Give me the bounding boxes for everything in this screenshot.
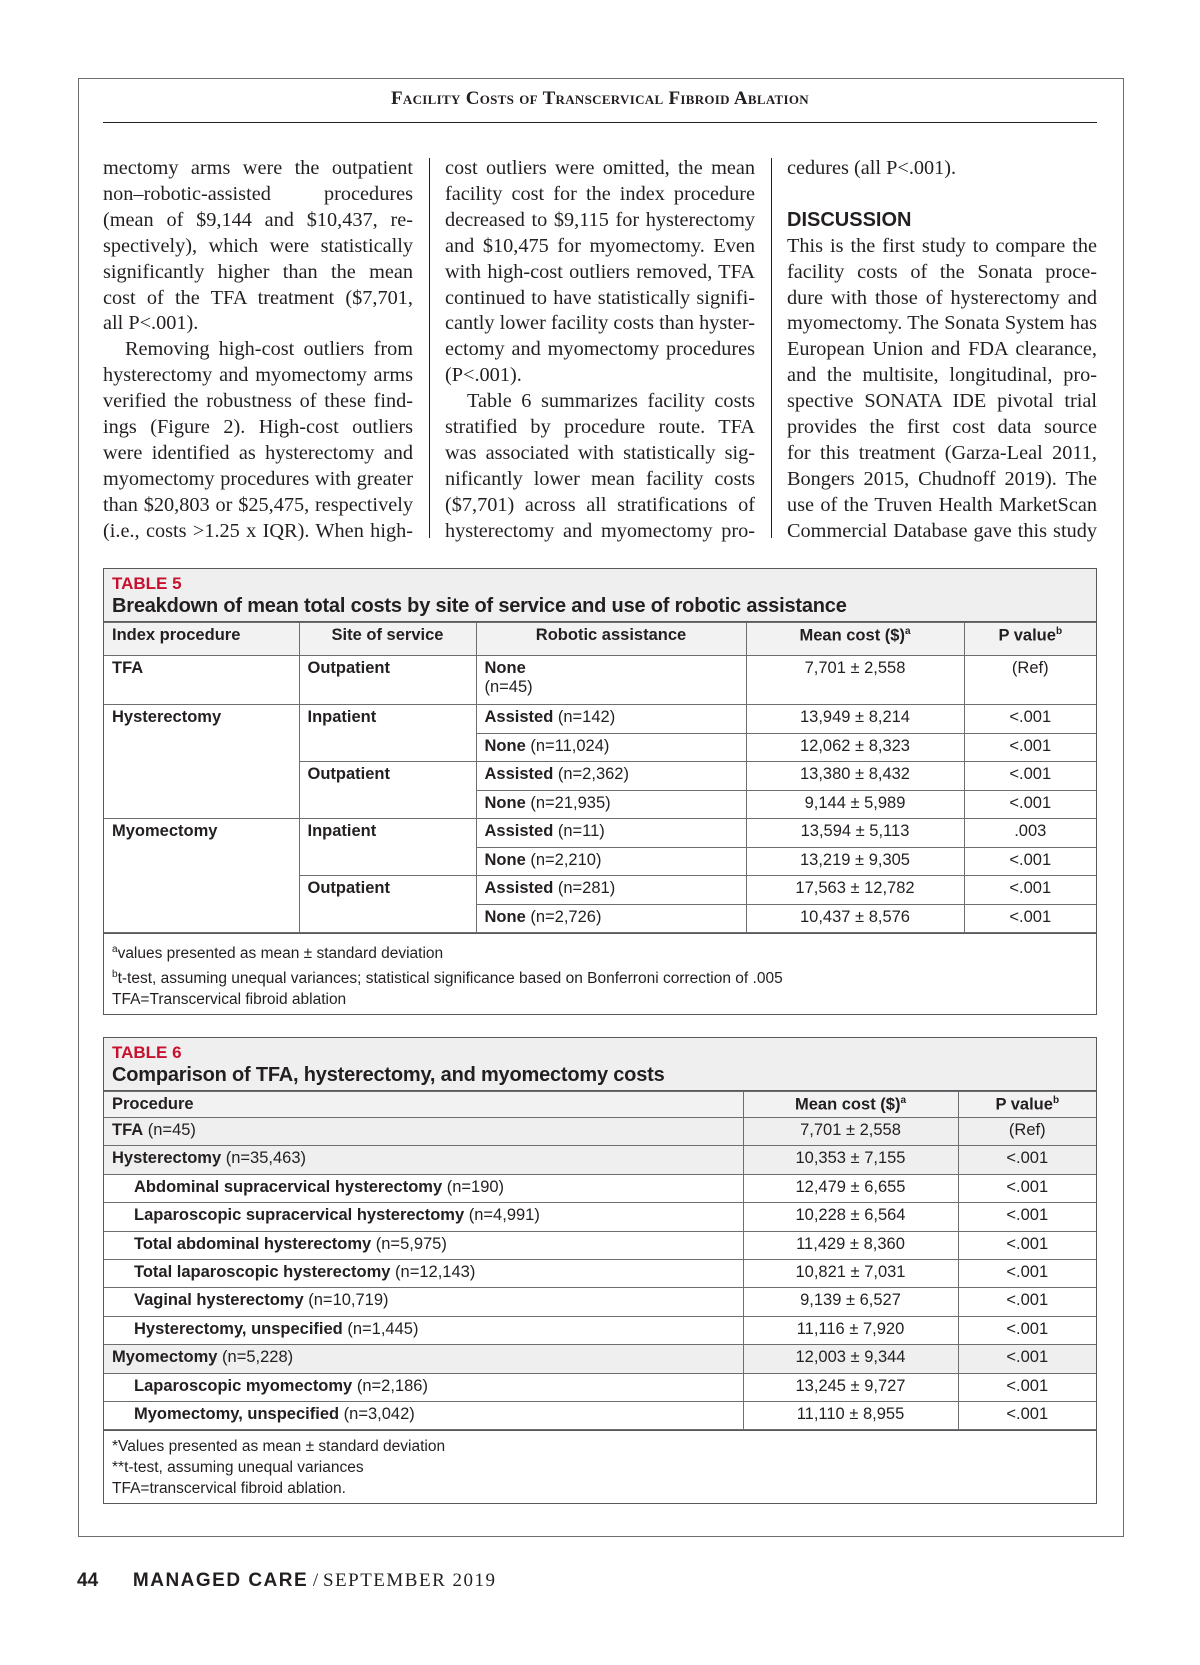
footnote-marker: a	[900, 1095, 906, 1106]
mean-cost-cell: 13,245 ± 9,727	[743, 1373, 958, 1401]
table-row	[104, 1373, 1096, 1401]
p-value-cell: (Ref)	[958, 1118, 1096, 1146]
text-line: dure with those of hysterectomy and	[787, 286, 1097, 309]
text-line: were identified as hysterectomy and	[103, 441, 413, 464]
text-column-3	[787, 156, 1097, 545]
p-value-cell: <.001	[958, 1203, 1096, 1231]
procedure-cell	[104, 1316, 743, 1344]
text-line: cedures (all P<.001).	[787, 157, 957, 179]
mean-cost-cell: 13,949 ± 8,214	[746, 705, 964, 734]
p-value-cell: <.001	[964, 847, 1096, 876]
column-divider	[771, 158, 772, 538]
text-line: cost of the TFA treatment ($7,701,	[103, 286, 413, 309]
mean-cost-cell: 13,594 ± 5,113	[746, 819, 964, 848]
text-line: facility cost for the index procedure	[445, 182, 755, 205]
header-row	[104, 1092, 1096, 1118]
robotic-assistance-cell	[476, 847, 746, 876]
footnote-text: t-test, assuming unequal variances; statistical significance based on Bonferroni correction of .005	[117, 970, 783, 988]
table-footnotes	[104, 933, 1096, 1014]
procedure-cell	[104, 1288, 743, 1316]
sample-size: (n=2,726)	[530, 907, 602, 926]
p-value-cell: <.001	[964, 790, 1096, 819]
table-row	[104, 819, 1096, 848]
mean-cost-cell: 10,353 ± 7,155	[743, 1146, 958, 1174]
sample-size: (n=45)	[484, 678, 533, 696]
footnote-marker: b	[112, 969, 118, 981]
issue-date: SEPTEMBER 2019	[322, 1570, 497, 1591]
mean-cost-cell: 17,563 ± 12,782	[746, 876, 964, 905]
robotic-status: Assisted	[484, 765, 554, 783]
footnote-marker: a	[112, 944, 118, 955]
mean-cost-cell: 12,062 ± 8,323	[746, 733, 964, 762]
site-of-service-cell	[299, 656, 476, 705]
procedure-name: Laparoscopic myomectomy	[134, 1376, 353, 1395]
p-value-cell: <.001	[958, 1316, 1096, 1344]
mean-cost-cell: 11,110 ± 8,955	[743, 1401, 958, 1429]
mean-cost-cell: 12,003 ± 9,344	[743, 1345, 958, 1373]
procedure-name: Hysterectomy, unspecified	[134, 1319, 343, 1338]
text-line: facility costs of the Sonata proce-	[787, 260, 1097, 283]
header-row	[104, 623, 1096, 656]
robotic-assistance-cell	[476, 819, 746, 848]
table-caption	[104, 569, 1096, 622]
sample-size: (n=11)	[557, 822, 605, 840]
column-header	[104, 623, 299, 656]
header-label: P value	[998, 626, 1056, 645]
mean-cost-cell: 10,228 ± 6,564	[743, 1203, 958, 1231]
mean-cost-cell: 13,380 ± 8,432	[746, 762, 964, 791]
text-line: hysterectomy and myomectomy pro-	[445, 519, 755, 542]
footnote	[112, 964, 1088, 989]
table-label: TABLE 5	[112, 574, 182, 593]
footnote-text: TFA=Transcervical fibroid ablation	[112, 991, 347, 1009]
procedure-name: Myomectomy, unspecified	[134, 1404, 340, 1423]
header-label: Mean cost ($)	[795, 1095, 901, 1114]
header-label: Site of service	[331, 626, 444, 644]
sample-size: (n=2,362)	[557, 765, 629, 783]
sample-size: (n=142)	[557, 708, 616, 726]
p-value-cell: <.001	[964, 904, 1096, 933]
table-row	[104, 1345, 1096, 1373]
procedure-name: TFA	[112, 659, 144, 677]
text-line: provides the first cost data source	[787, 416, 1097, 439]
p-value-cell: <.001	[964, 876, 1096, 905]
table-row	[104, 1174, 1096, 1202]
procedure-name: Total laparoscopic hysterectomy	[134, 1262, 391, 1281]
procedure-cell	[104, 1345, 743, 1373]
index-procedure-cell	[104, 705, 299, 819]
text-line: Removing high-cost outliers from	[125, 338, 413, 361]
page-footer	[77, 1570, 497, 1592]
sample-size: (n=10,719)	[308, 1291, 389, 1310]
table-title: Breakdown of mean total costs by site of service and use of robotic assistance	[112, 595, 847, 617]
mean-cost-cell: 7,701 ± 2,558	[743, 1118, 958, 1146]
sample-size: (n=11,024)	[530, 736, 610, 755]
site-name: Outpatient	[307, 659, 390, 677]
procedure-name: TFA	[112, 1121, 144, 1139]
procedure-name: Total abdominal hysterectomy	[134, 1234, 372, 1253]
text-line: (i.e., costs >1.25 x IQR). When high-	[103, 519, 413, 542]
robotic-assistance-cell	[476, 705, 746, 734]
text-line: all P<.001).	[103, 312, 199, 335]
procedure-name: Vaginal hysterectomy	[134, 1291, 304, 1310]
table-row	[104, 1231, 1096, 1259]
text-line: myomectomy procedures with greater	[103, 467, 413, 490]
text-column-2	[445, 156, 755, 545]
text-column-1	[103, 156, 413, 545]
procedure-cell	[104, 1118, 743, 1146]
mean-cost-cell: 11,116 ± 7,920	[743, 1316, 958, 1344]
text-line: (P<.001).	[445, 364, 522, 387]
sample-size: (n=2,186)	[356, 1376, 428, 1395]
robotic-status: None	[484, 907, 526, 926]
mean-cost-cell: 12,479 ± 6,655	[743, 1174, 958, 1202]
text-line: was associated with statistically sig-	[445, 441, 755, 464]
footnote: **t-test, assuming unequal variances	[112, 1459, 364, 1477]
robotic-status: None	[484, 736, 526, 755]
table-6	[103, 1037, 1097, 1504]
section-heading: DISCUSSION	[787, 208, 912, 231]
robotic-status: Assisted	[484, 708, 554, 726]
p-value-cell: <.001	[964, 733, 1096, 762]
procedure-name: Abdominal supracervical hysterectomy	[134, 1177, 443, 1196]
procedure-name: Laparoscopic supracervical hysterectomy	[134, 1206, 465, 1225]
index-procedure-cell	[104, 819, 299, 933]
footnote: TFA=transcervical fibroid ablation.	[112, 1480, 346, 1498]
site-name: Inpatient	[307, 708, 377, 726]
procedure-cell	[104, 1146, 743, 1174]
p-value-cell: <.001	[964, 705, 1096, 734]
cost-breakdown-table	[104, 622, 1096, 933]
header-label: Mean cost ($)	[799, 626, 905, 645]
p-value-cell: <.001	[958, 1345, 1096, 1373]
robotic-status: None	[484, 659, 526, 677]
site-name: Outpatient	[307, 879, 390, 897]
page-number: 44	[77, 1570, 99, 1591]
footnote-marker: b	[1052, 1095, 1060, 1106]
robotic-status: None	[484, 793, 526, 812]
text-line: use of the Truven Health MarketScan	[787, 493, 1097, 516]
table-row	[104, 1288, 1096, 1316]
procedure-cell	[104, 1174, 743, 1202]
table-row	[104, 656, 1096, 705]
text-line: nificantly lower mean facility costs	[445, 467, 755, 490]
sample-size: (n=3,042)	[343, 1404, 415, 1423]
sample-size: (n=5,228)	[222, 1348, 294, 1367]
column-header	[299, 623, 476, 656]
sample-size: (n=4,991)	[468, 1206, 540, 1225]
footer-separator: /	[312, 1570, 319, 1591]
p-value-cell: <.001	[958, 1259, 1096, 1287]
procedure-name: Myomectomy	[112, 822, 218, 840]
robotic-status: Assisted	[484, 879, 554, 897]
robotic-assistance-cell	[476, 876, 746, 905]
text-line: and $10,475 for myomectomy. Even	[445, 234, 755, 257]
text-line: significantly higher than the mean	[103, 260, 413, 283]
text-line: and the multisite, longitudinal, pro-	[787, 364, 1097, 387]
table-row	[104, 1118, 1096, 1146]
p-value-cell: <.001	[958, 1231, 1096, 1259]
sample-size: (n=21,935)	[530, 793, 611, 812]
robotic-assistance-cell	[476, 904, 746, 933]
sample-size: (n=190)	[446, 1177, 505, 1196]
robotic-status: None	[484, 850, 526, 869]
procedure-cell	[104, 1231, 743, 1259]
p-value-cell: <.001	[958, 1146, 1096, 1174]
sample-size: (n=35,463)	[225, 1149, 307, 1168]
column-header	[104, 1092, 743, 1118]
mean-cost-cell: 10,821 ± 7,031	[743, 1259, 958, 1287]
robotic-status: Assisted	[484, 822, 554, 840]
table-label: TABLE 6	[112, 1043, 182, 1062]
footnote-text: values presented as mean ± standard deviation	[117, 945, 444, 963]
column-divider	[429, 158, 430, 538]
table-row	[104, 1401, 1096, 1429]
table-row	[104, 705, 1096, 734]
text-line: ectomy and myomectomy procedures	[445, 338, 755, 361]
p-value-cell: <.001	[958, 1401, 1096, 1429]
mean-cost-cell: 13,219 ± 9,305	[746, 847, 964, 876]
cost-comparison-table	[104, 1091, 1096, 1430]
text-line: cost outliers were omitted, the mean	[445, 157, 755, 179]
mean-cost-cell: 7,701 ± 2,558	[746, 656, 964, 705]
text-line: (mean of $9,144 and $10,437, re-	[103, 208, 413, 231]
mean-cost-cell: 10,437 ± 8,576	[746, 904, 964, 933]
procedure-cell	[104, 1203, 743, 1231]
text-line: spectively), which were statistically	[103, 234, 413, 257]
sample-size: (n=5,975)	[375, 1234, 447, 1253]
sample-size: (n=1,445)	[347, 1319, 419, 1338]
footnote	[112, 989, 1088, 1010]
text-line: European Union and FDA clearance,	[787, 338, 1097, 361]
header-label: P value	[995, 1095, 1053, 1114]
text-line: cantly lower facility costs than hyster-	[445, 312, 755, 335]
robotic-assistance-cell	[476, 790, 746, 819]
header-label: Robotic assistance	[535, 626, 687, 644]
text-line: This is the first study to compare the	[787, 234, 1097, 257]
procedure-name: Hysterectomy	[112, 708, 222, 726]
header-rule	[103, 122, 1097, 123]
header-label: Index procedure	[112, 626, 241, 644]
text-line: myomectomy. The Sonata System has	[787, 312, 1097, 335]
procedure-name: Myomectomy	[112, 1348, 218, 1367]
table-row	[104, 1259, 1096, 1287]
table-caption	[104, 1038, 1096, 1091]
procedure-name: Hysterectomy	[112, 1149, 222, 1168]
procedure-cell	[104, 1373, 743, 1401]
footnote-marker: a	[904, 626, 911, 637]
footnote	[112, 939, 1088, 964]
text-line: hysterectomy and myomectomy arms	[103, 364, 413, 387]
text-line: Commercial Database gave this study	[787, 519, 1097, 542]
robotic-assistance-cell	[476, 733, 746, 762]
text-line: non–robotic-assisted procedures	[103, 182, 413, 205]
p-value-cell: .003	[964, 819, 1096, 848]
site-of-service-cell	[299, 762, 476, 819]
text-line	[787, 182, 1097, 208]
sample-size: (n=12,143)	[395, 1262, 476, 1281]
p-value-cell: <.001	[958, 1373, 1096, 1401]
header-label: Procedure	[112, 1095, 194, 1113]
p-value-cell: <.001	[964, 762, 1096, 791]
column-header	[743, 1092, 958, 1118]
site-of-service-cell	[299, 876, 476, 933]
p-value-cell: (Ref)	[964, 656, 1096, 705]
site-name: Inpatient	[307, 822, 377, 840]
column-header	[746, 623, 964, 656]
text-line: ings (Figure 2). High-cost outliers	[103, 416, 413, 439]
table-row	[104, 1316, 1096, 1344]
text-line: with high-cost outliers removed, TFA	[445, 260, 755, 283]
table-title: Comparison of TFA, hysterectomy, and myomectomy costs	[112, 1064, 665, 1086]
site-name: Outpatient	[307, 765, 390, 783]
column-header	[964, 623, 1096, 656]
mean-cost-cell: 9,139 ± 6,527	[743, 1288, 958, 1316]
index-procedure-cell	[104, 656, 299, 705]
journal-name: MANAGED CARE	[132, 1570, 309, 1591]
table-row	[104, 1203, 1096, 1231]
sample-size: (n=2,210)	[530, 850, 602, 869]
table-5	[103, 568, 1097, 1015]
text-line: decreased to $9,115 for hysterectomy	[445, 208, 755, 231]
text-line: for this treatment (Garza-Leal 2011,	[787, 441, 1097, 464]
footnote-marker: b	[1055, 626, 1063, 637]
text-line: Bongers 2015, Chudnoff 2019). The	[787, 467, 1097, 490]
text-line: continued to have statistically signifi-	[445, 286, 755, 309]
column-header	[958, 1092, 1096, 1118]
sample-size: (n=281)	[557, 879, 616, 897]
text-line: Table 6 summarizes facility costs	[467, 390, 755, 413]
site-of-service-cell	[299, 705, 476, 762]
p-value-cell: <.001	[958, 1288, 1096, 1316]
mean-cost-cell: 11,429 ± 8,360	[743, 1231, 958, 1259]
text-line: than $20,803 or $25,475, respectively	[103, 493, 413, 516]
p-value-cell: <.001	[958, 1174, 1096, 1202]
table-row	[104, 1146, 1096, 1174]
text-line: verified the robustness of these find-	[103, 390, 413, 413]
table-footnotes	[104, 1430, 1096, 1503]
running-head: Facility Costs of Transcervical Fibroid Ablation	[391, 88, 809, 109]
procedure-cell	[104, 1259, 743, 1287]
robotic-assistance-cell	[476, 656, 746, 705]
text-line: mectomy arms were the outpatient	[103, 157, 413, 179]
text-line: spective SONATA IDE pivotal trial	[787, 390, 1097, 413]
robotic-assistance-cell	[476, 762, 746, 791]
procedure-cell	[104, 1401, 743, 1429]
footnote: *Values presented as mean ± standard deviation	[112, 1438, 446, 1456]
column-header	[476, 623, 746, 656]
text-line: stratified by procedure route. TFA	[445, 416, 755, 439]
text-line: ($7,701) across all stratifications of	[445, 493, 755, 516]
mean-cost-cell: 9,144 ± 5,989	[746, 790, 964, 819]
site-of-service-cell	[299, 819, 476, 876]
sample-size: (n=45)	[147, 1121, 196, 1139]
